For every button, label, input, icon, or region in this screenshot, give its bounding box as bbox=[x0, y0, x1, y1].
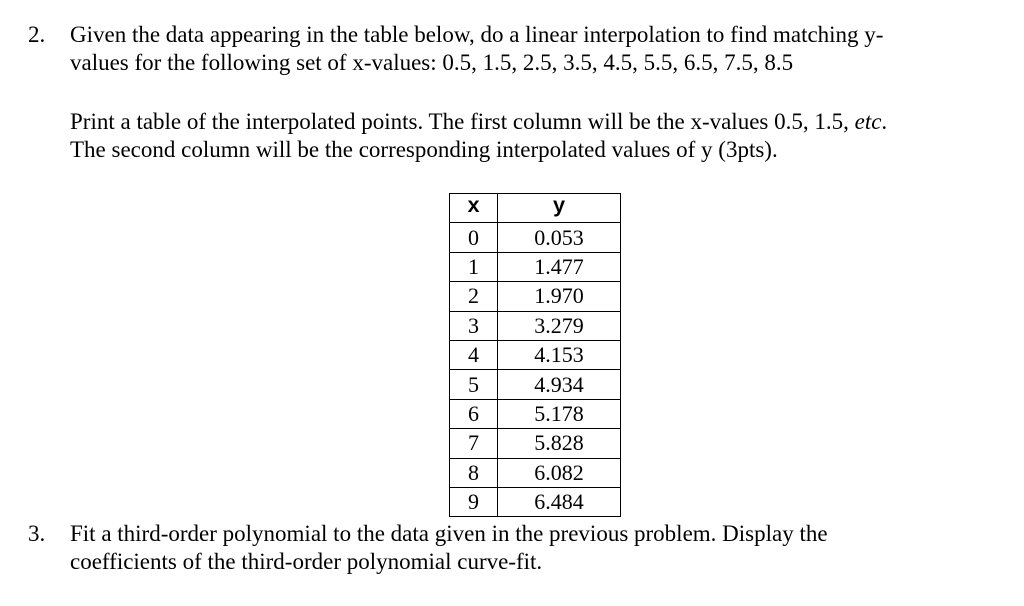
table-row bbox=[450, 399, 621, 428]
cell-x: 7 bbox=[450, 429, 498, 458]
cell-x: 1 bbox=[450, 252, 498, 281]
table-row bbox=[450, 311, 621, 340]
problem-2-print-line-2: The second column will be the corresponding interpolated values of y (3pts). bbox=[70, 137, 778, 162]
cell-y: 5.828 bbox=[498, 429, 621, 458]
table-header-row bbox=[450, 194, 621, 223]
problem-2-line-1: Given the data appearing in the table below, do a linear interpolation to find matching y- bbox=[70, 22, 884, 47]
cell-x: 9 bbox=[450, 487, 498, 516]
data-table bbox=[449, 193, 621, 517]
problem-2-print-instructions bbox=[70, 108, 1000, 164]
table-row bbox=[450, 282, 621, 311]
print-line-1-italic: etc bbox=[854, 109, 882, 134]
problem-2-line-2: values for the following set of x-values: 0.5, 1.5, 2.5, 3.5, 4.5, 5.5, 6.5, 7.5, 8.5 bbox=[70, 50, 794, 75]
problem-3-line-2: coefficients of the third-order polynomial curve-fit. bbox=[70, 549, 543, 574]
problem-2-instructions bbox=[70, 21, 1000, 77]
cell-y: 4.934 bbox=[498, 370, 621, 399]
header-y: y bbox=[498, 194, 621, 223]
print-line-1-end: . bbox=[881, 109, 888, 134]
table-body bbox=[450, 223, 621, 517]
problem-2-number: 2. bbox=[28, 22, 46, 47]
problem-2-print-line-1 bbox=[70, 108, 1000, 136]
cell-y: 6.484 bbox=[498, 487, 621, 516]
table-row bbox=[450, 429, 621, 458]
table-row bbox=[450, 223, 621, 252]
cell-y: 3.279 bbox=[498, 311, 621, 340]
cell-y: 1.477 bbox=[498, 252, 621, 281]
table-row bbox=[450, 487, 621, 516]
cell-x: 8 bbox=[450, 458, 498, 487]
problem-3-line-1: Fit a third-order polynomial to the data given in the previous problem. Display the bbox=[70, 521, 828, 546]
cell-y: 1.970 bbox=[498, 282, 621, 311]
cell-x: 2 bbox=[450, 282, 498, 311]
table-row bbox=[450, 252, 621, 281]
cell-x: 4 bbox=[450, 340, 498, 369]
table-row bbox=[450, 458, 621, 487]
cell-y: 4.153 bbox=[498, 340, 621, 369]
cell-x: 0 bbox=[450, 223, 498, 252]
problem-3-instructions bbox=[70, 520, 1000, 576]
cell-x: 3 bbox=[450, 311, 498, 340]
print-line-1-text: Print a table of the interpolated points. The first column will be the x-values 0.5, 1.5, bbox=[70, 109, 855, 134]
problem-3-number: 3. bbox=[28, 521, 46, 546]
table-row bbox=[450, 340, 621, 369]
cell-x: 6 bbox=[450, 399, 498, 428]
cell-y: 5.178 bbox=[498, 399, 621, 428]
table-row bbox=[450, 370, 621, 399]
cell-y: 0.053 bbox=[498, 223, 621, 252]
cell-y: 6.082 bbox=[498, 458, 621, 487]
header-x: x bbox=[450, 194, 498, 223]
cell-x: 5 bbox=[450, 370, 498, 399]
